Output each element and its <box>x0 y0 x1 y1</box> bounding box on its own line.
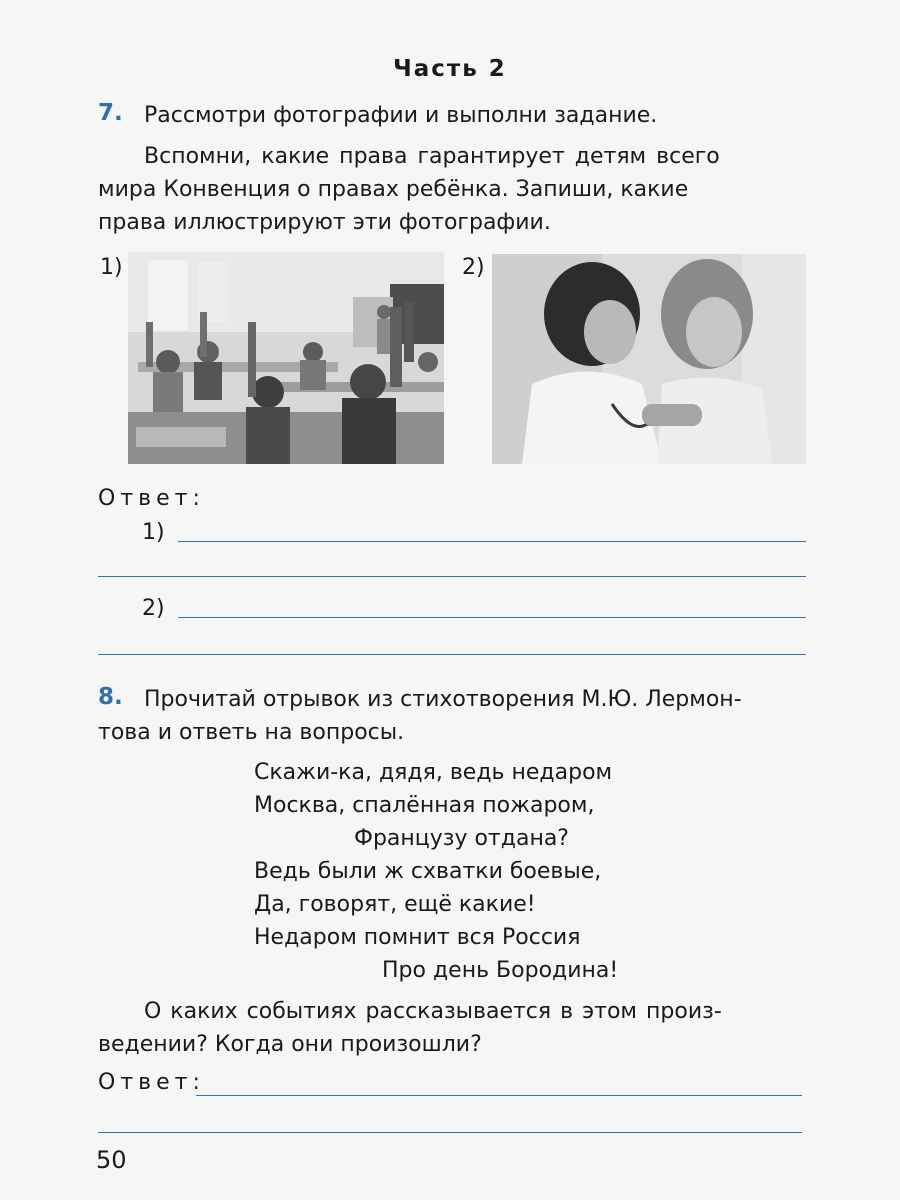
task-7-text-line-2: мира Конвенция о правах ребёнка. Запиши, какие <box>98 177 689 202</box>
task-7-answer-1-number: 1) <box>142 520 165 545</box>
classroom-photo-image <box>128 252 444 464</box>
task-8-instruction-line-1: Прочитай отрывок из стихотворения М.Ю. Лермон- <box>144 687 742 712</box>
poem-line-7: Про день Бородина! <box>382 958 619 983</box>
task-7-answer-2-number: 2) <box>142 596 165 621</box>
task-8-question-line-2: ведении? Когда они произошли? <box>98 1032 482 1057</box>
poem-line-1: Скажи-ка, дядя, ведь недаром <box>254 760 613 785</box>
task-7-text-line-3: права иллюстрируют эти фотографии. <box>98 210 551 235</box>
doctor-photo <box>492 254 806 464</box>
task-8-question-line-1: О каких событиях рассказывается в этом произ- <box>144 999 722 1024</box>
poem-line-4: Ведь были ж схватки боевые, <box>254 859 602 884</box>
task-7-answer-2-line-2[interactable] <box>98 654 806 655</box>
poem-line-5: Да, говорят, ещё какие! <box>254 892 536 917</box>
task-7-instruction: Рассмотри фотографии и выполни задание. <box>144 103 658 128</box>
task-7-text-line-1: Вспомни, какие права гарантирует детям всего <box>144 144 720 169</box>
photo-2-label: 2) <box>462 255 485 280</box>
page-number: 50 <box>96 1146 127 1174</box>
task-8-number: 8. <box>98 684 123 710</box>
task-8-answer-line[interactable] <box>196 1095 802 1096</box>
task-8-answer-label: Ответ: <box>98 1070 205 1095</box>
task-7-answer-1-line-2[interactable] <box>98 576 806 577</box>
task-7-number: 7. <box>98 100 123 126</box>
task-8-instruction-line-2: това и ответь на вопросы. <box>98 720 405 745</box>
part-title: Часть 2 <box>393 56 507 82</box>
photo-1-label: 1) <box>100 255 123 280</box>
task-7-answer-label: Ответ: <box>98 486 205 511</box>
task-7-answer-1-line[interactable] <box>178 541 806 542</box>
poem-line-3: Французу отдана? <box>354 826 569 851</box>
poem-line-2: Москва, спалённая пожаром, <box>254 793 595 818</box>
task-7-answer-2-line[interactable] <box>178 617 806 618</box>
doctor-photo-image <box>492 254 806 464</box>
classroom-photo <box>128 252 444 464</box>
poem-line-6: Недаром помнит вся Россия <box>254 925 581 950</box>
task-8-answer-line-2[interactable] <box>98 1132 802 1133</box>
